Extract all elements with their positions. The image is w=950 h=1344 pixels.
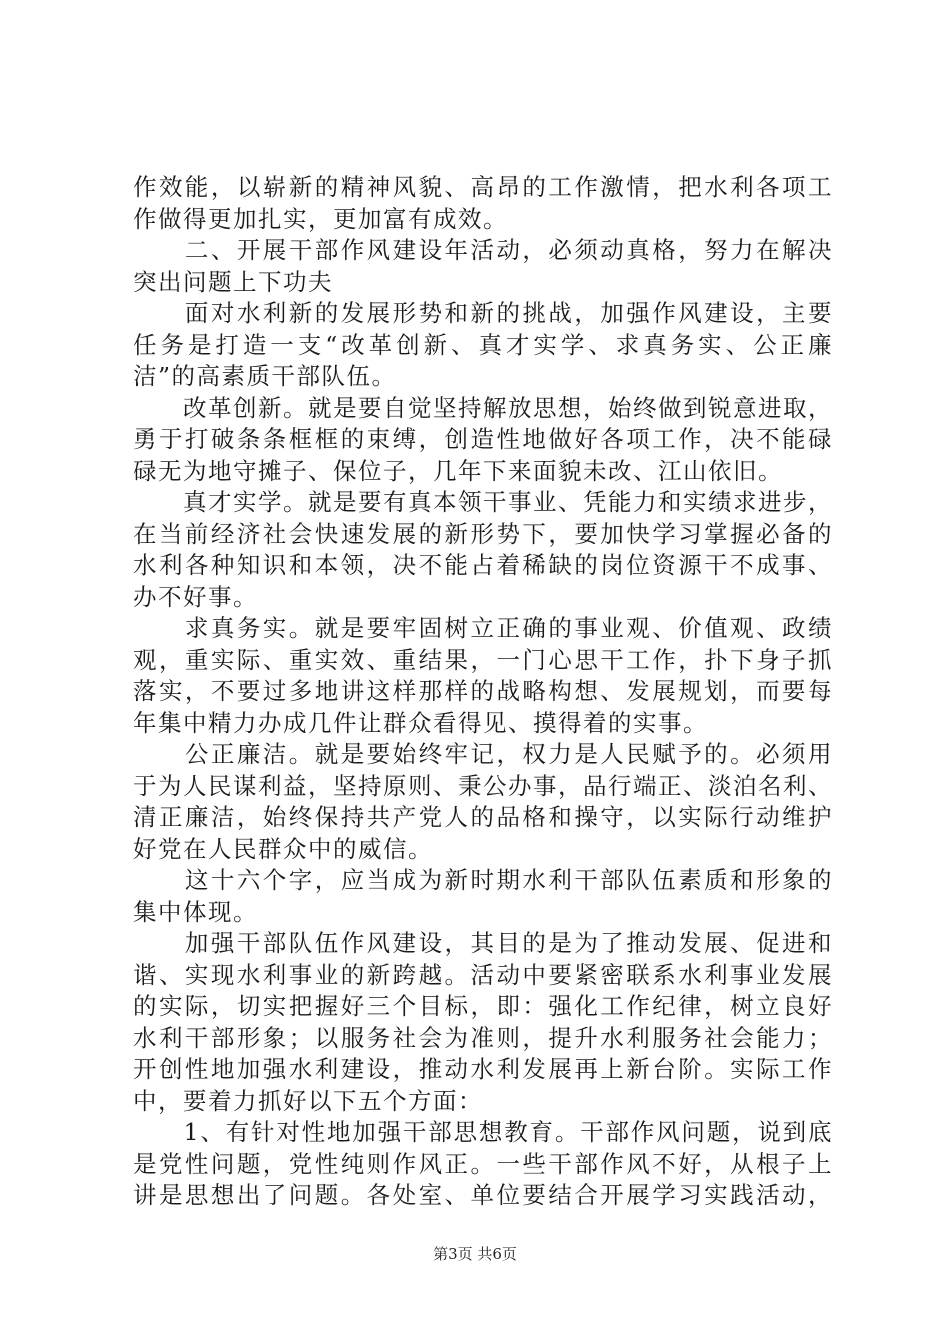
page-footer: 第3页 共6页	[433, 1245, 517, 1263]
text-line: 开创性地加强水利建设，推动水利发展再上新台阶。实际工作	[133, 1055, 833, 1083]
text-line: 水利各种知识和本领，决不能占着稀缺的岗位资源干不成事、	[133, 551, 833, 579]
text-line: 的实际，切实把握好三个目标，即：强化工作纪律，树立良好	[133, 992, 833, 1020]
text-line: 清正廉洁，始终保持共产党人的品格和操守，以实际行动维护	[133, 803, 833, 831]
text-line: 观，重实际、重实效、重结果，一门心思干工作，扑下身子抓	[133, 645, 833, 674]
text-line: 面对水利新的发展形势和新的挑战，加强作风建设，主要	[133, 299, 833, 327]
text-line: 加强干部队伍作风建设，其目的是为了推动发展、促进和	[133, 929, 833, 957]
text-line: 水利干部形象；以服务社会为准则，提升水利服务社会能力；	[133, 1023, 833, 1052]
text-line: 二、开展干部作风建设年活动，必须动真格，努力在解决	[133, 236, 833, 264]
text-line: 落实，不要过多地讲这样那样的战略构想、发展规划，而要每	[133, 677, 833, 705]
text-line: 碌无为地守摊子、保位子，几年下来面貌未改、江山依旧。	[133, 456, 783, 485]
text-line: 在当前经济社会快速发展的新形势下，要加快学习掌握必备的	[133, 519, 833, 548]
text-line: 年集中精力办成几件让群众看得见、摸得着的实事。	[133, 708, 708, 737]
text-line: 真才实学。就是要有真本领干事业、凭能力和实绩求进步，	[133, 488, 833, 516]
document-body	[133, 172, 833, 1212]
text-line: 谐、实现水利事业的新跨越。活动中要紧密联系水利事业发展	[133, 960, 833, 989]
text-line: 突出问题上下功夫	[133, 267, 333, 296]
text-line: 讲是思想出了问题。各处室、单位要结合开展学习实践活动，	[133, 1181, 833, 1209]
text-line: 1、有针对性地加强干部思想教育。干部作风问题，说到底	[133, 1118, 833, 1146]
text-line: 作效能，以崭新的精神风貌、高昂的工作激情，把水利各项工	[133, 173, 833, 201]
text-line: 于为人民谋利益，坚持原则、秉公办事，品行端正、淡泊名利、	[133, 771, 833, 800]
text-line: 洁”的高素质干部队伍。	[133, 362, 397, 390]
text-line: 求真务实。就是要牢固树立正确的事业观、价值观、政绩	[133, 614, 833, 642]
text-line: 改革创新。就是要自觉坚持解放思想，始终做到锐意进取，	[133, 393, 833, 422]
text-line: 作做得更加扎实，更加富有成效。	[133, 204, 508, 233]
text-line: 公正廉洁。就是要始终牢记，权力是人民赋予的。必须用	[133, 740, 833, 768]
text-line: 任务是打造一支“改革创新、真才实学、求真务实、公正廉	[133, 330, 833, 359]
text-line: 中，要着力抓好以下五个方面：	[133, 1086, 483, 1115]
text-line: 集中体现。	[133, 897, 258, 926]
text-line: 是党性问题，党性纯则作风正。一些干部作风不好，从根子上	[133, 1149, 833, 1178]
text-line: 办不好事。	[133, 582, 258, 611]
text-line: 勇于打破条条框框的束缚，创造性地做好各项工作，决不能碌	[133, 425, 833, 453]
text-line: 这十六个字，应当成为新时期水利干部队伍素质和形象的	[133, 866, 833, 894]
text-line: 好党在人民群众中的威信。	[133, 834, 433, 863]
